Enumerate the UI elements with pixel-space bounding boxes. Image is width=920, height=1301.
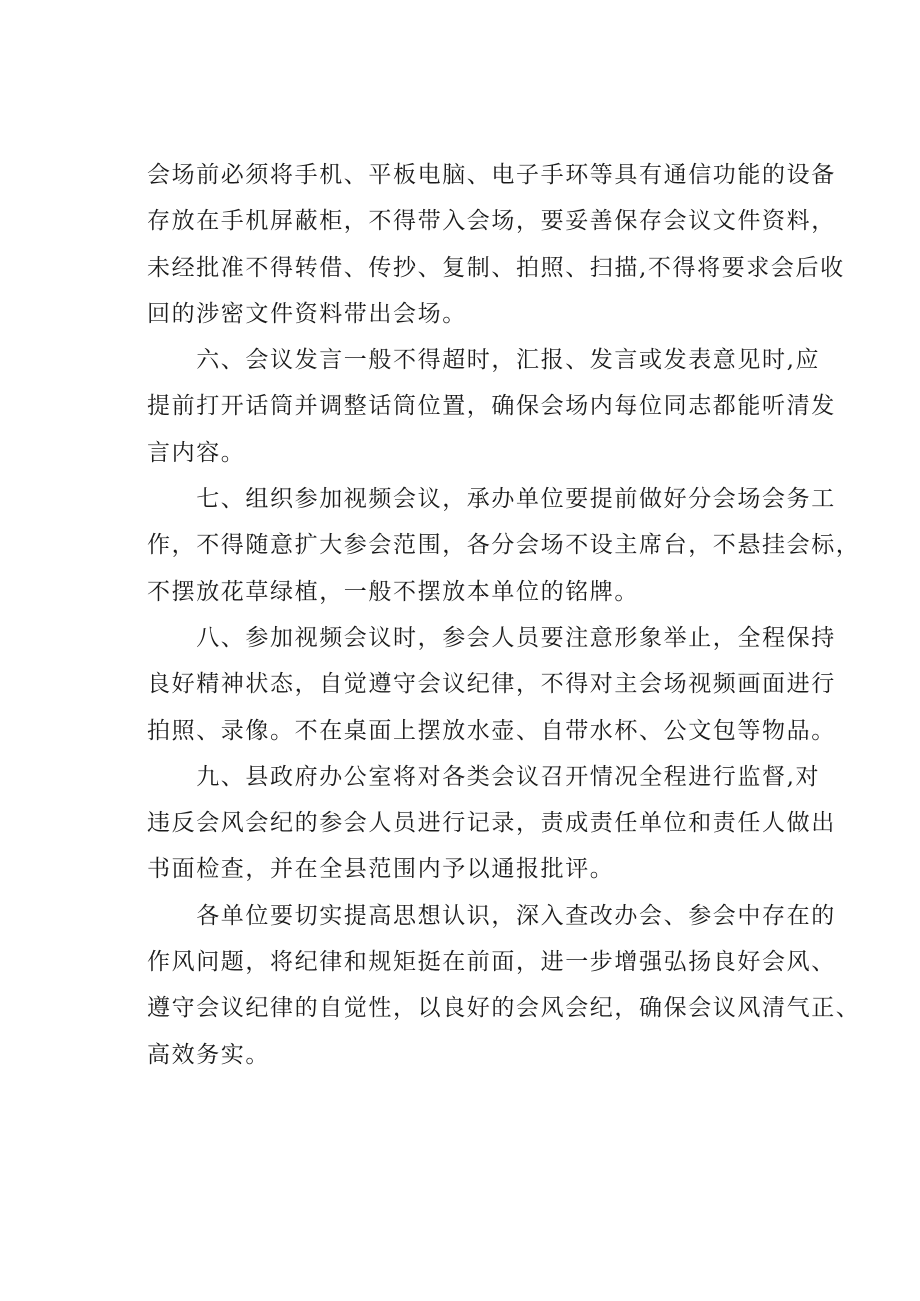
text-line: 遵守会议纪律的自觉性，以良好的会风会纪，确保会议风清气正、: [147, 995, 861, 1022]
paragraph-item-seven: [147, 476, 861, 615]
text-line: 会场前必须将手机、平板电脑、电子手环等具有通信功能的设备: [147, 162, 836, 188]
text-line: 回的涉密文件资料带出会场。: [147, 300, 467, 327]
text-line: 作风问题，将纪律和规矩挺在前面，进一步增强弘扬良好会风、: [147, 949, 836, 976]
text-line: 不摆放花草绿植，一般不摆放本单位的铭牌。: [147, 578, 639, 605]
document-body: [147, 152, 861, 1078]
text-line: 提前打开话筒并调整话筒位置，确保会场内每位同志都能听清发: [147, 393, 836, 420]
paragraph-item-six: [147, 337, 836, 476]
paragraph-closing: [147, 893, 861, 1078]
paragraph-item-nine: [147, 754, 836, 893]
text-line: 存放在手机屏蔽柜，不得带入会场，要妥善保存会议文件资料，: [147, 208, 836, 235]
text-line: 作，不得随意扩大参会范围，各分会场不设主席台，不悬挂会标，: [147, 532, 861, 559]
paragraph-item-eight: [147, 615, 836, 754]
text-line: 拍照、录像。不在桌面上摆放水壶、自带水杯、公文包等物品。: [147, 717, 836, 744]
text-line: 高效务实。: [147, 1041, 270, 1068]
text-line: 九、县政府办公室将对各类会议召开情况全程进行监督,对: [147, 763, 821, 790]
text-line: 书面检查，并在全县范围内予以通报批评。: [147, 856, 615, 883]
text-line: 八、参加视频会议时，参会人员要注意形象举止，全程保持: [147, 624, 836, 651]
text-line: 良好精神状态，自觉遵守会议纪律，不得对主会场视频画面进行: [147, 671, 836, 698]
text-line: 未经批准不得转借、传抄、复制、拍照、扫描,不得将要求会后收: [147, 254, 845, 281]
text-line: 违反会风会纪的参会人员进行记录，责成责任单位和责任人做出: [147, 810, 836, 837]
text-line: 七、组织参加视频会议，承办单位要提前做好分会场会务工: [147, 486, 836, 513]
text-line: 言内容。: [147, 439, 246, 466]
text-line: 各单位要切实提高思想认识，深入查改办会、参会中存在的: [147, 902, 836, 929]
paragraph-device-storage: [147, 152, 845, 337]
text-line: 六、会议发言一般不得超时，汇报、发言或发表意见时,应: [147, 347, 821, 374]
